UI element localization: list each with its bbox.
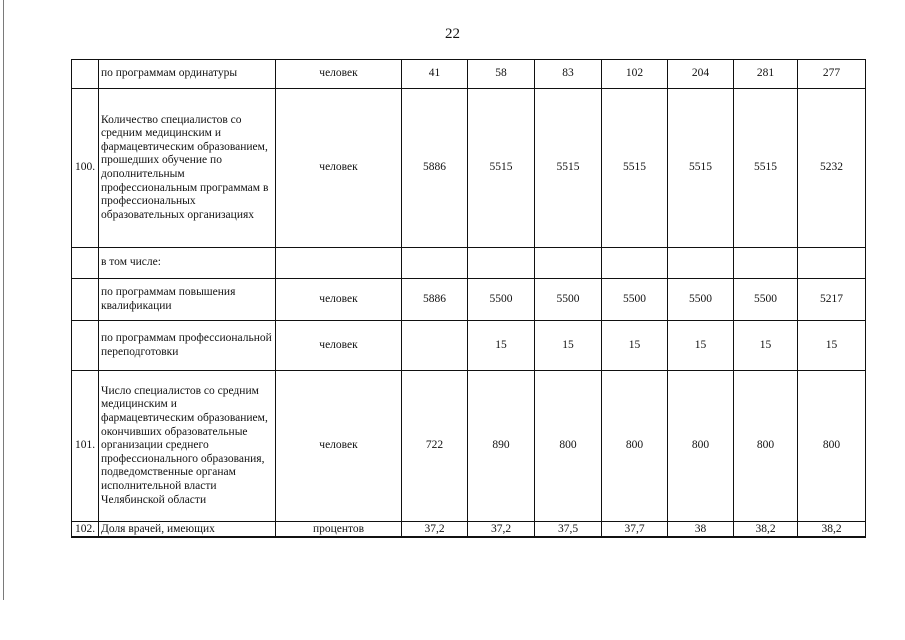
value-cell: 15 (734, 321, 798, 371)
value-cell: 5886 (402, 279, 468, 321)
value-cell: 5515 (535, 89, 602, 248)
value-cell: 890 (468, 371, 535, 522)
indicator-name: по программам ординатуры (99, 60, 276, 89)
indicator-name: по программам повышения квалификации (99, 279, 276, 321)
unit-cell: человек (276, 89, 402, 248)
value-cell: 281 (734, 60, 798, 89)
value-cell: 5515 (602, 89, 668, 248)
table-row (72, 89, 866, 248)
value-cell: 800 (668, 371, 734, 522)
indicator-name: Количество специалистов со средним медицинским и фармацевтическим образованием, прошедших обучение по дополнительным профессиональным программам в профессиональных образовательных организациях (99, 89, 276, 248)
value-cell: 15 (468, 321, 535, 371)
row-number: 101. (72, 371, 99, 522)
value-cell: 15 (535, 321, 602, 371)
value-cell (668, 248, 734, 279)
row-number (72, 248, 99, 279)
table-row (72, 522, 866, 538)
value-cell: 15 (798, 321, 866, 371)
value-cell: 15 (602, 321, 668, 371)
value-cell (798, 248, 866, 279)
value-cell: 5500 (734, 279, 798, 321)
value-cell: 800 (602, 371, 668, 522)
value-cell: 83 (535, 60, 602, 89)
value-cell (468, 248, 535, 279)
row-number (72, 60, 99, 89)
value-cell: 5515 (668, 89, 734, 248)
table-row (72, 279, 866, 321)
unit-cell: человек (276, 279, 402, 321)
value-cell: 37,2 (402, 522, 468, 538)
row-number: 102. (72, 522, 99, 538)
value-cell: 800 (535, 371, 602, 522)
indicator-name: Доля врачей, имеющих (99, 522, 276, 538)
value-cell: 5500 (668, 279, 734, 321)
value-cell: 41 (402, 60, 468, 89)
value-cell: 277 (798, 60, 866, 89)
value-cell: 37,2 (468, 522, 535, 538)
value-cell: 204 (668, 60, 734, 89)
value-cell: 5500 (468, 279, 535, 321)
unit-cell (276, 248, 402, 279)
value-cell (402, 321, 468, 371)
page-left-edge (3, 0, 4, 600)
indicator-name: в том числе: (99, 248, 276, 279)
indicator-name: Число специалистов со средним медицинским и фармацевтическим образованием, окончивших образовательные организации среднего профессионального образования, подведомственные органам исполнительной власти Челябинской области (99, 371, 276, 522)
value-cell: 38,2 (798, 522, 866, 538)
value-cell: 5515 (734, 89, 798, 248)
value-cell: 37,7 (602, 522, 668, 538)
value-cell: 37,5 (535, 522, 602, 538)
value-cell (402, 248, 468, 279)
indicator-name: по программам профессиональной переподготовки (99, 321, 276, 371)
page-number: 22 (445, 26, 460, 42)
value-cell: 5500 (602, 279, 668, 321)
unit-cell: процентов (276, 522, 402, 538)
value-cell: 722 (402, 371, 468, 522)
unit-cell: человек (276, 321, 402, 371)
value-cell: 5886 (402, 89, 468, 248)
value-cell: 38 (668, 522, 734, 538)
unit-cell: человек (276, 371, 402, 522)
value-cell: 800 (734, 371, 798, 522)
table-row (72, 248, 866, 279)
value-cell: 5515 (468, 89, 535, 248)
value-cell: 800 (798, 371, 866, 522)
value-cell: 5500 (535, 279, 602, 321)
value-cell: 5232 (798, 89, 866, 248)
value-cell: 38,2 (734, 522, 798, 538)
value-cell: 15 (668, 321, 734, 371)
row-number (72, 279, 99, 321)
value-cell: 58 (468, 60, 535, 89)
table-row (72, 321, 866, 371)
value-cell: 5217 (798, 279, 866, 321)
table-row (72, 371, 866, 522)
value-cell (535, 248, 602, 279)
value-cell: 102 (602, 60, 668, 89)
value-cell (734, 248, 798, 279)
table-row (72, 60, 866, 89)
row-number (72, 321, 99, 371)
unit-cell: человек (276, 60, 402, 89)
value-cell (602, 248, 668, 279)
row-number: 100. (72, 89, 99, 248)
indicators-table (71, 59, 866, 538)
